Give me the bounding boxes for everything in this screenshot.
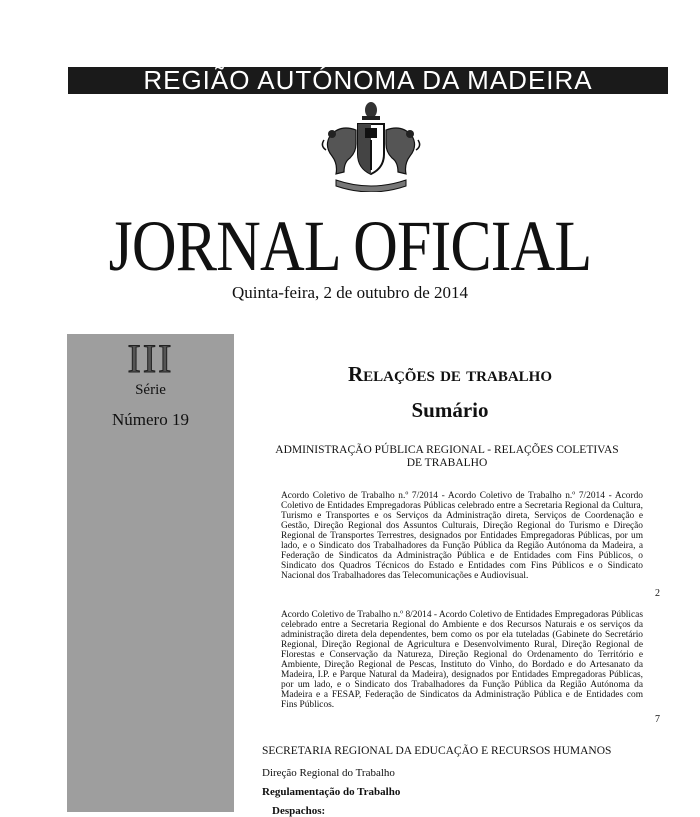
despachos-heading: Despachos: [272, 805, 326, 817]
series-sidebar [67, 334, 234, 812]
section-title: Relações de trabalho [347, 362, 553, 386]
coat-of-arms-emblem [318, 100, 424, 192]
admin-heading-line2: DE TRABALHO [406, 457, 488, 469]
admin-heading [262, 444, 632, 470]
summary-entry-page: 2 [655, 588, 660, 599]
summary-entry-page: 7 [655, 714, 660, 725]
journal-title: JORNAL OFICIAL [108, 206, 592, 286]
issue-number: Número 19 [112, 410, 189, 429]
region-banner: REGIÃO AUTÓNOMA DA MADEIRA [68, 67, 668, 94]
publication-date: Quinta-feira, 2 de outubro de 2014 [231, 283, 469, 302]
series-roman-numeral: III [127, 336, 174, 381]
secretaria-heading: SECRETARIA REGIONAL DA EDUCAÇÃO E RECURSOS HUMANOS [262, 745, 612, 757]
summary-entry-text: Acordo Coletivo de Trabalho n.º 7/2014 - Acordo Coletivo de Trabalho n.º 7/2014 - Acordo Coletivo de Entidades Empregadoras Públicas celebrado entre a Secretaria Regional da Cultura, Turismo e Transportes e os Serviços da Administração direta, Serviços de Coordenação e Gestão, Direção Regional dos Assuntos Culturais, Direção Regional do Turismo e Direção Regional de Transportes Terrestres, designados por Entidades Empregadoras Públicas, por um lado, e o Sindicato dos Trabalhadores da Função Pública da Região Autónoma da Madeira, a Federação de Sindicatos da Administração Pública e de Entidades com Fins Públicos, o Sindicato dos Quadros Técnicos do Estado e Entidades com Fins Públicos e o Sindicato Nacional dos Trabalhadores das Telecomunicações e Audiovisual. [281, 491, 643, 581]
direcao-heading: Direção Regional do Trabalho [262, 767, 395, 779]
series-label: Série [135, 382, 166, 398]
admin-heading-line1: ADMINISTRAÇÃO PÚBLICA REGIONAL - RELAÇÕES COLETIVAS [275, 444, 619, 456]
summary-heading: Sumário [411, 398, 489, 422]
regulamentacao-heading: Regulamentação do Trabalho [262, 786, 401, 798]
summary-entry-text: Acordo Coletivo de Trabalho n.º 8/2014 - Acordo Coletivo de Entidades Empregadoras Públicas celebrado entre a Secretaria Regional do Ambiente e dos Recursos Naturais e os serviços da administração direta dela dependentes, bem como os por ela tuteladas (Gabinete do Secretário Regional, Direção Regional de Agricultura e Desenvolvimento Rural, Direção Regional de Florestas e Conservação da Natureza, Direção Regional do Ordenamento do Território e Ambiente, Direção Regional de Pescas, Instituto do Vinho, do Bordado e do Artesanato da Madeira, I.P. e Parque Natural da Madeira), designados por Entidades Empregadoras Públicas, por um lado, e o Sindicato dos Trabalhadores da Função Pública da Região Autónoma da Madeira e a FESAP, Federação de Sindicatos da Administração Pública e de Entidades com Fins Públicos. [281, 610, 643, 710]
